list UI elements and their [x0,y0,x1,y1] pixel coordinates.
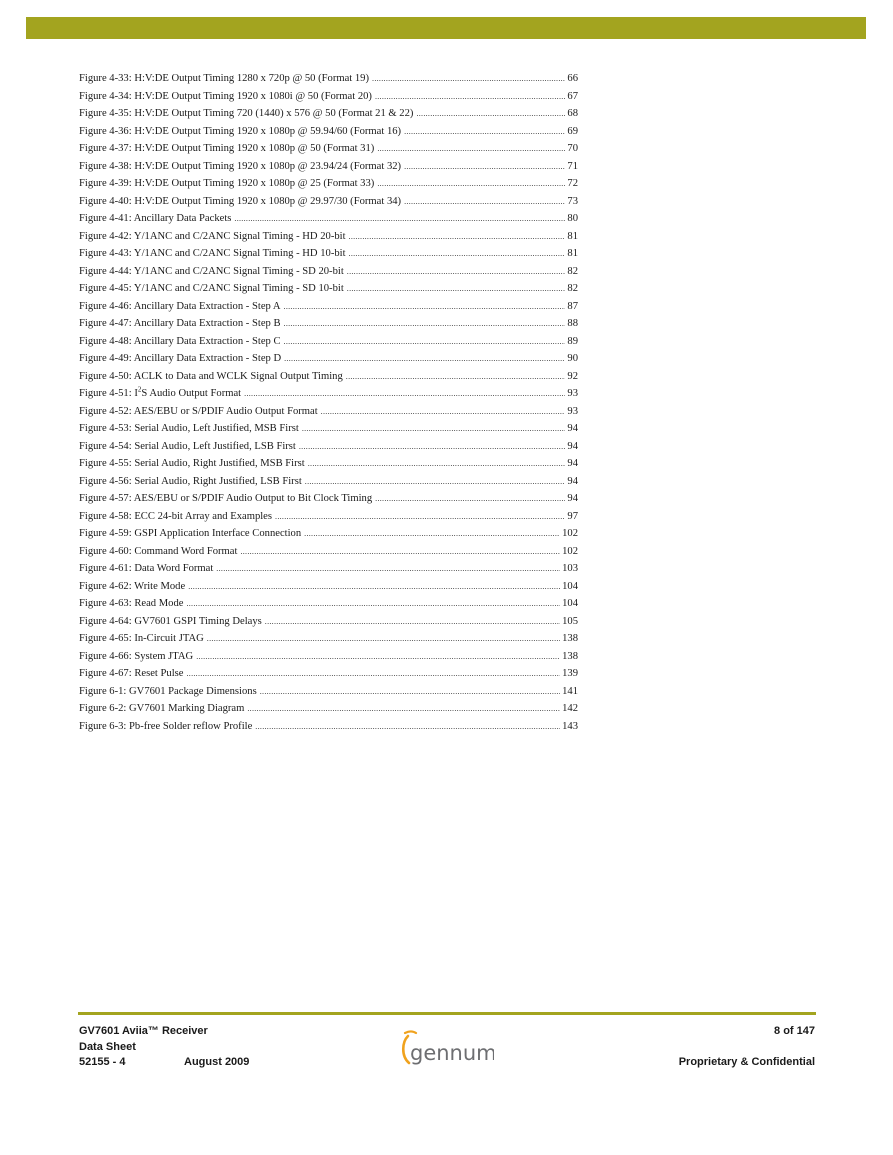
toc-dot-leader [305,477,566,486]
toc-entry-title: Figure 4-58: ECC 24-bit Array and Examples [79,510,273,522]
toc-dot-leader [321,407,566,416]
toc-entry[interactable] [79,353,578,371]
toc-entry-title-suffix: S Audio Output Format [141,388,242,399]
toc-entry-page-number: 94 [567,493,578,504]
toc-dot-leader [308,459,566,468]
toc-entry-page-number: 102 [562,528,578,539]
toc-entry-page-number: 102 [562,545,578,557]
toc-entry[interactable] [79,126,578,144]
toc-dot-leader [302,424,566,433]
toc-entry-page-number: 68 [567,108,578,119]
toc-entry-title: Figure 4-59: GSPI Application Interface Connection [79,528,302,539]
toc-dot-leader [404,197,565,206]
toc-entry[interactable] [79,336,578,354]
toc-entry-page-number: 97 [567,510,578,522]
toc-entry-title: Figure 4-48: Ancillary Data Extraction - Step C [79,335,281,347]
toc-entry[interactable] [79,213,578,231]
toc-dot-leader [188,582,560,591]
toc-entry-page-number: 94 [567,475,578,487]
toc-dot-leader [346,372,566,381]
footer-product-name: GV7601 Aviia™ Receiver [79,1025,208,1037]
gennum-logo-graphic [399,1030,494,1070]
toc-entry-title: Figure 4-49: Ancillary Data Extraction - Step D [79,353,282,364]
toc-dot-leader [234,214,565,223]
toc-entry[interactable] [79,108,578,126]
toc-entry-page-number: 80 [567,213,578,224]
toc-dot-leader [240,547,560,556]
toc-entry[interactable] [79,143,578,161]
toc-dot-leader [196,652,560,661]
toc-entry[interactable] [79,385,578,406]
toc-dot-leader [284,319,566,328]
toc-entry[interactable] [79,563,578,581]
toc-entry-page-number: 72 [567,178,578,189]
toc-entry[interactable] [79,581,578,599]
toc-entry-title: Figure 4-57: AES/EBU or S/PDIF Audio Output to Bit Clock Timing [79,493,373,504]
footer-divider [78,1012,816,1015]
toc-entry-title: Figure 4-35: H:V:DE Output Timing 720 (1440) x 576 @ 50 (Format 21 & 22) [79,108,414,119]
toc-dot-leader [186,669,560,678]
toc-dot-leader [284,302,566,311]
toc-entry-page-number: 105 [562,615,578,627]
footer-page-number: 8 of 147 [774,1025,815,1037]
toc-dot-leader [416,109,565,118]
toc-dot-leader [284,337,566,346]
toc-entry-page-number: 82 [567,265,578,277]
toc-entry[interactable] [79,598,578,616]
toc-entry[interactable] [79,458,578,476]
toc-entry-page-number: 73 [567,195,578,207]
toc-entry-page-number: 138 [562,650,578,662]
toc-entry-title: Figure 4-46: Ancillary Data Extraction - Step A [79,300,281,312]
toc-entry-title: Figure 4-65: In-Circuit JTAG [79,633,204,644]
toc-entry-title: Figure 4-64: GV7601 GSPI Timing Delays [79,615,262,627]
toc-entry-title: Figure 4-67: Reset Pulse [79,668,184,679]
toc-entry-title: Figure 4-39: H:V:DE Output Timing 1920 x 1080p @ 25 (Format 33) [79,178,375,189]
toc-entry-title: Figure 4-36: H:V:DE Output Timing 1920 x 1080p @ 59.94/60 (Format 16) [79,125,402,137]
toc-entry[interactable] [79,633,578,651]
toc-entry-title: Figure 4-62: Write Mode [79,580,186,592]
toc-entry-title: Figure 4-43: Y/1ANC and C/2ANC Signal Timing - HD 10-bit [79,248,346,259]
toc-entry[interactable] [79,178,578,196]
toc-entry[interactable] [79,493,578,511]
toc-dot-leader [299,442,566,451]
toc-entry-page-number: 94 [567,423,578,434]
toc-entry-title: Figure 4-66: System JTAG [79,650,194,662]
toc-dot-leader [347,267,566,276]
list-of-figures [79,73,578,738]
toc-entry-page-number: 93 [567,388,578,399]
toc-entry[interactable] [79,248,578,266]
toc-entry-title: Figure 4-37: H:V:DE Output Timing 1920 x 1080p @ 50 (Format 31) [79,143,375,154]
toc-dot-leader [265,617,560,626]
toc-entry-title [79,385,244,399]
toc-entry-page-number: 104 [562,580,578,592]
toc-entry-title: Figure 4-60: Command Word Format [79,545,238,557]
toc-dot-leader [275,512,565,521]
gennum-logo-text: gennum [410,1041,494,1065]
toc-dot-leader [247,704,560,713]
toc-dot-leader [216,564,560,573]
toc-entry-page-number: 143 [562,720,578,732]
toc-entry-title: Figure 6-2: GV7601 Marking Diagram [79,703,245,714]
toc-entry-title: Figure 4-34: H:V:DE Output Timing 1920 x 1080i @ 50 (Format 20) [79,90,372,102]
toc-entry[interactable] [79,283,578,301]
toc-entry[interactable] [79,546,578,564]
toc-dot-leader [260,687,560,696]
toc-entry-title: Figure 4-55: Serial Audio, Right Justified, MSB First [79,458,305,469]
toc-dot-leader [372,74,565,83]
toc-dot-leader [207,634,560,643]
toc-entry-page-number: 69 [567,125,578,137]
toc-entry[interactable] [79,703,578,721]
toc-entry-title-superscript: 2 [137,385,142,394]
toc-entry[interactable] [79,668,578,686]
toc-entry-title: Figure 6-1: GV7601 Package Dimensions [79,685,257,697]
toc-entry[interactable] [79,196,578,214]
toc-dot-leader [255,722,560,731]
toc-entry[interactable] [79,318,578,336]
toc-dot-leader [347,284,566,293]
toc-entry-title: Figure 4-54: Serial Audio, Left Justified, LSB First [79,440,296,452]
toc-entry[interactable] [79,651,578,669]
toc-entry-title: Figure 4-52: AES/EBU or S/PDIF Audio Output Format [79,405,318,417]
toc-dot-leader [304,529,560,538]
toc-entry-page-number: 104 [562,598,578,609]
header-accent-bar [26,17,866,39]
toc-entry-title: Figure 4-61: Data Word Format [79,563,214,574]
toc-entry[interactable] [79,423,578,441]
toc-entry-page-number: 82 [567,283,578,294]
toc-entry-page-number: 70 [567,143,578,154]
toc-entry[interactable] [79,441,578,459]
toc-entry-page-number: 87 [567,300,578,312]
toc-entry-title: Figure 4-44: Y/1ANC and C/2ANC Signal Timing - SD 20-bit [79,265,344,277]
toc-entry-title-prefix: Figure 4-51: I [79,388,138,399]
toc-entry[interactable] [79,528,578,546]
toc-entry-page-number: 93 [567,405,578,417]
toc-entry[interactable] [79,161,578,179]
toc-entry-title: Figure 4-63: Read Mode [79,598,184,609]
toc-entry-page-number: 89 [567,335,578,347]
toc-entry[interactable] [79,91,578,109]
toc-entry-title: Figure 4-40: H:V:DE Output Timing 1920 x 1080p @ 29.97/30 (Format 34) [79,195,402,207]
toc-entry-page-number: 139 [562,668,578,679]
toc-entry-page-number: 92 [567,370,578,382]
gennum-logo [399,1030,494,1070]
toc-entry[interactable] [79,721,578,739]
toc-entry[interactable] [79,301,578,319]
toc-dot-leader [404,162,565,171]
footer-date: August 2009 [184,1056,250,1068]
toc-entry-page-number: 67 [567,90,578,102]
toc-entry[interactable] [79,73,578,91]
toc-entry[interactable] [79,686,578,704]
toc-dot-leader [404,127,565,136]
toc-entry-page-number: 94 [567,458,578,469]
toc-entry-title: Figure 4-38: H:V:DE Output Timing 1920 x 1080p @ 23.94/24 (Format 32) [79,160,402,172]
toc-entry[interactable] [79,266,578,284]
toc-entry[interactable] [79,476,578,494]
toc-entry-title: Figure 4-50: ACLK to Data and WCLK Signal Output Timing [79,370,343,382]
toc-entry[interactable] [79,406,578,424]
footer-doc-number: 52155 - 4 [79,1056,126,1068]
toc-entry-title: Figure 4-56: Serial Audio, Right Justified, LSB First [79,475,302,487]
toc-entry-title: Figure 6-3: Pb-free Solder reflow Profile [79,720,253,732]
toc-dot-leader [349,249,566,258]
toc-entry[interactable] [79,616,578,634]
toc-entry-title: Figure 4-33: H:V:DE Output Timing 1280 x 720p @ 50 (Format 19) [79,73,370,84]
toc-entry-page-number: 90 [567,353,578,364]
toc-dot-leader [375,494,565,503]
toc-entry-page-number: 94 [567,440,578,452]
footer-confidentiality: Proprietary & Confidential [678,1056,815,1068]
toc-dot-leader [244,389,565,398]
toc-entry-page-number: 103 [562,563,578,574]
toc-dot-leader [375,92,565,101]
footer-doc-type: Data Sheet [79,1041,136,1053]
toc-entry-page-number: 141 [562,685,578,697]
toc-dot-leader [284,354,565,363]
toc-entry-page-number: 81 [567,230,578,242]
toc-dot-leader [377,179,565,188]
toc-entry[interactable] [79,231,578,249]
toc-entry-title: Figure 4-45: Y/1ANC and C/2ANC Signal Timing - SD 10-bit [79,283,344,294]
toc-entry-page-number: 88 [567,318,578,329]
toc-dot-leader [349,232,566,241]
toc-entry-page-number: 71 [567,160,578,172]
toc-entry-page-number: 81 [567,248,578,259]
toc-entry-page-number: 142 [562,703,578,714]
toc-entry-title: Figure 4-42: Y/1ANC and C/2ANC Signal Timing - HD 20-bit [79,230,346,242]
toc-dot-leader [377,144,565,153]
toc-entry-page-number: 138 [562,633,578,644]
toc-entry[interactable] [79,511,578,529]
toc-entry-title: Figure 4-53: Serial Audio, Left Justified, MSB First [79,423,299,434]
toc-entry-title: Figure 4-41: Ancillary Data Packets [79,213,232,224]
toc-entry[interactable] [79,371,578,389]
toc-entry-page-number: 66 [567,73,578,84]
toc-dot-leader [186,599,560,608]
toc-entry-title: Figure 4-47: Ancillary Data Extraction - Step B [79,318,281,329]
